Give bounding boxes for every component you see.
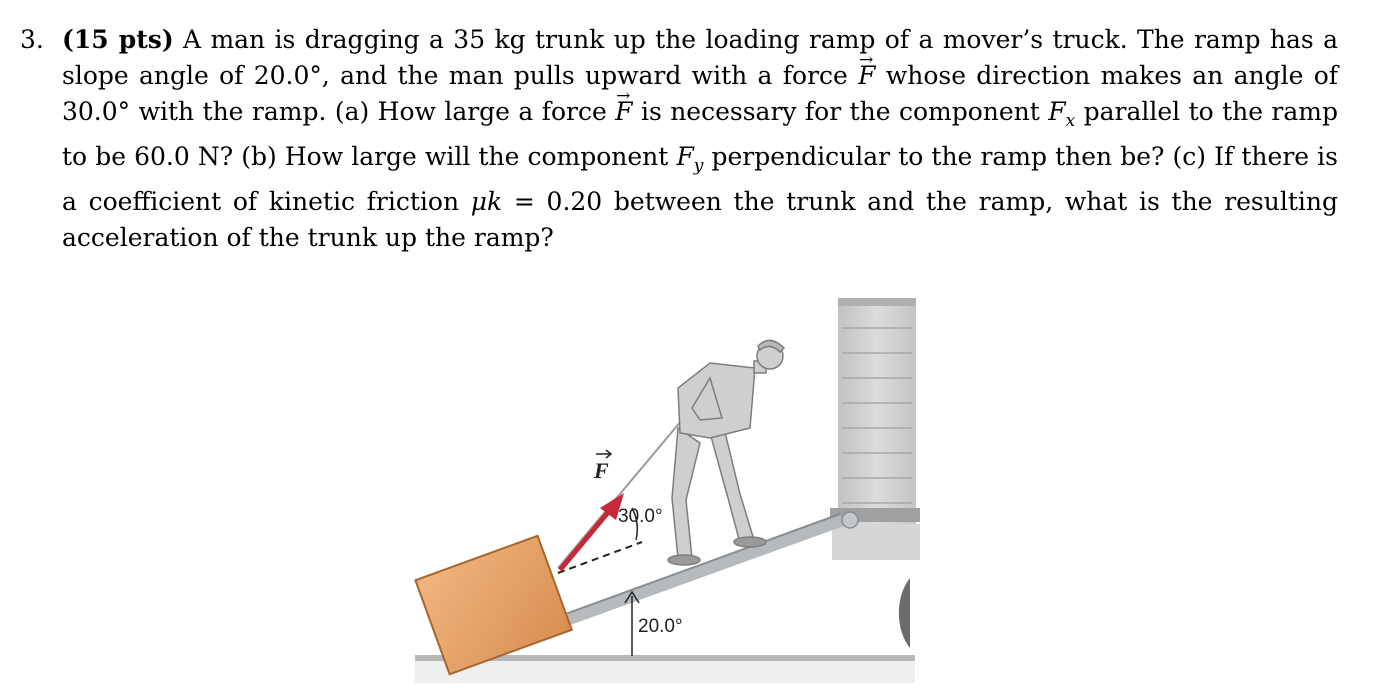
problem-text xyxy=(62,22,1338,256)
fx-symbol: F xyxy=(1048,97,1066,126)
force-vector-symbol-2: → F xyxy=(615,94,632,130)
text-segment-6: = 0.20 between the trunk and the ramp, what is the resulting acceleration of the trunk up the ramp? xyxy=(62,187,1339,252)
text-segment-4: parallel to the ramp to be 60.0 N? (b) How large will the component xyxy=(62,97,1338,171)
problem-3 xyxy=(20,22,1338,256)
man-figure xyxy=(668,340,784,565)
fx-subscript: x xyxy=(1065,111,1076,131)
text-segment-2: whose direction makes an angle of 30.0° with the ramp. (a) How large a force xyxy=(62,61,1339,126)
ramp-diagram xyxy=(410,268,930,688)
ramp-angle-label: 20.0° xyxy=(638,616,683,637)
rope xyxy=(558,408,692,568)
force-label-text: F xyxy=(594,458,609,483)
force-vector-symbol: → F xyxy=(858,58,875,94)
ramp-figure xyxy=(410,268,930,688)
problem-points: (15 pts) xyxy=(62,25,174,54)
force-label xyxy=(593,450,611,483)
truck-tire xyxy=(899,578,910,648)
problem-number: 3. xyxy=(20,25,44,54)
fy-subscript: y xyxy=(693,156,704,176)
mu-k-symbol: μk xyxy=(470,187,503,216)
text-segment-5: perpendicular to the ramp then be? (c) If there is a coefficient of kinetic friction xyxy=(62,142,1338,216)
force-angle-label: 30.0° xyxy=(618,506,663,527)
fy-symbol: F xyxy=(676,142,694,171)
text-segment-1: A man is dragging a 35 kg trunk up the loading ramp of a mover’s truck. The ramp has a slope angle of 20.0°, and the man pulls upward with a force xyxy=(62,25,1338,90)
trunk xyxy=(415,536,571,674)
force-arrow xyxy=(560,493,624,570)
text-segment-3: is necessary for the component xyxy=(632,97,1049,126)
